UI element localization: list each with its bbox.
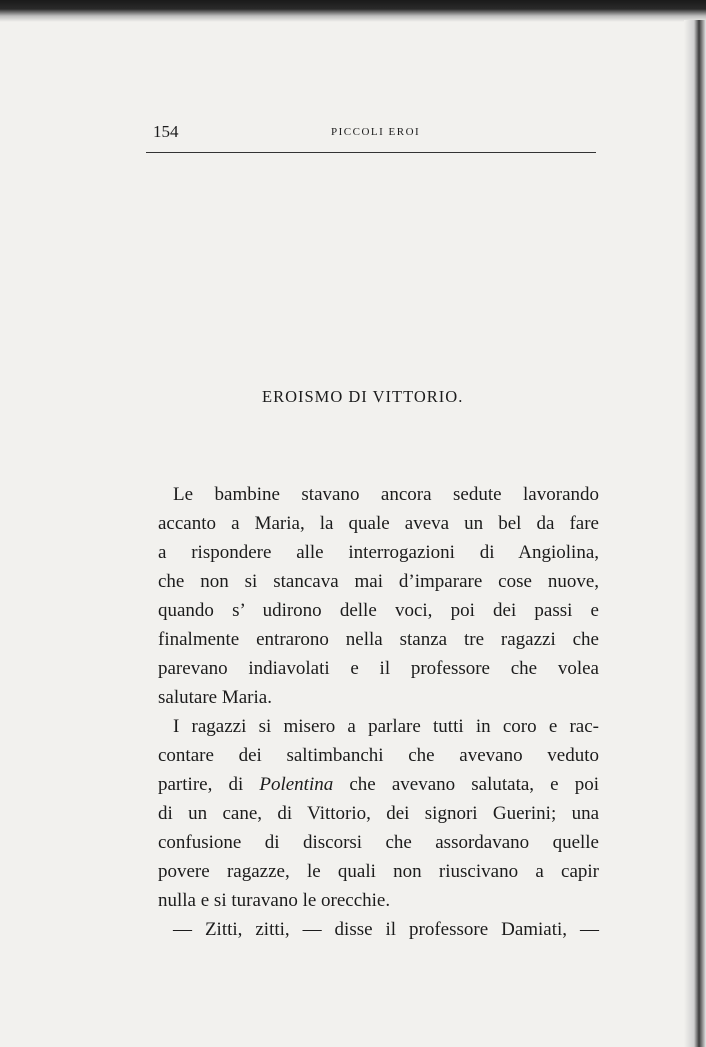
running-head bbox=[153, 122, 593, 144]
italic-name: Polentina bbox=[259, 774, 334, 795]
text-line: contare dei saltimbanchi che avevano veduto bbox=[158, 745, 599, 766]
text-line-mixed bbox=[158, 772, 599, 798]
text-line: a rispondere alle interrogazioni di Angiolina, bbox=[158, 542, 599, 563]
text-line: salutare Maria. bbox=[158, 687, 272, 708]
chapter-title: EROISMO DI VITTORIO. bbox=[262, 387, 464, 406]
scan-right-edge bbox=[684, 20, 706, 1047]
running-title: PICCOLI EROI bbox=[331, 126, 421, 138]
text-line: Le bambine stavano ancora sedute lavorando bbox=[173, 484, 599, 505]
text-line: finalmente entrarono nella stanza tre ragazzi che bbox=[158, 629, 599, 650]
text-line: povere ragazze, le quali non riuscivano a capir bbox=[158, 861, 599, 882]
page-number: 154 bbox=[153, 122, 179, 141]
scan-top-edge bbox=[0, 0, 706, 22]
text-line: che non si stancava mai d’imparare cose nuove, bbox=[158, 571, 599, 592]
text-segment: partire, di bbox=[158, 774, 260, 795]
text-line: parevano indiavolati e il professore che volea bbox=[158, 658, 599, 679]
text-line: accanto a Maria, la quale aveva un bel da fare bbox=[158, 513, 599, 534]
text-line: confusione di discorsi che assordavano quelle bbox=[158, 832, 599, 853]
text-line: quando s’ udirono delle voci, poi dei passi e bbox=[158, 600, 599, 621]
text-line: nulla e si turavano le orecchie. bbox=[158, 890, 391, 911]
header-rule bbox=[146, 152, 596, 153]
text-line: di un cane, di Vittorio, dei signori Guerini; una bbox=[158, 803, 599, 824]
text-segment: che avevano salutata, e poi bbox=[333, 774, 599, 795]
text-line: — Zitti, zitti, — disse il professore Damiati, — bbox=[173, 919, 599, 940]
text-line: I ragazzi si misero a parlare tutti in coro e rac- bbox=[173, 716, 599, 737]
